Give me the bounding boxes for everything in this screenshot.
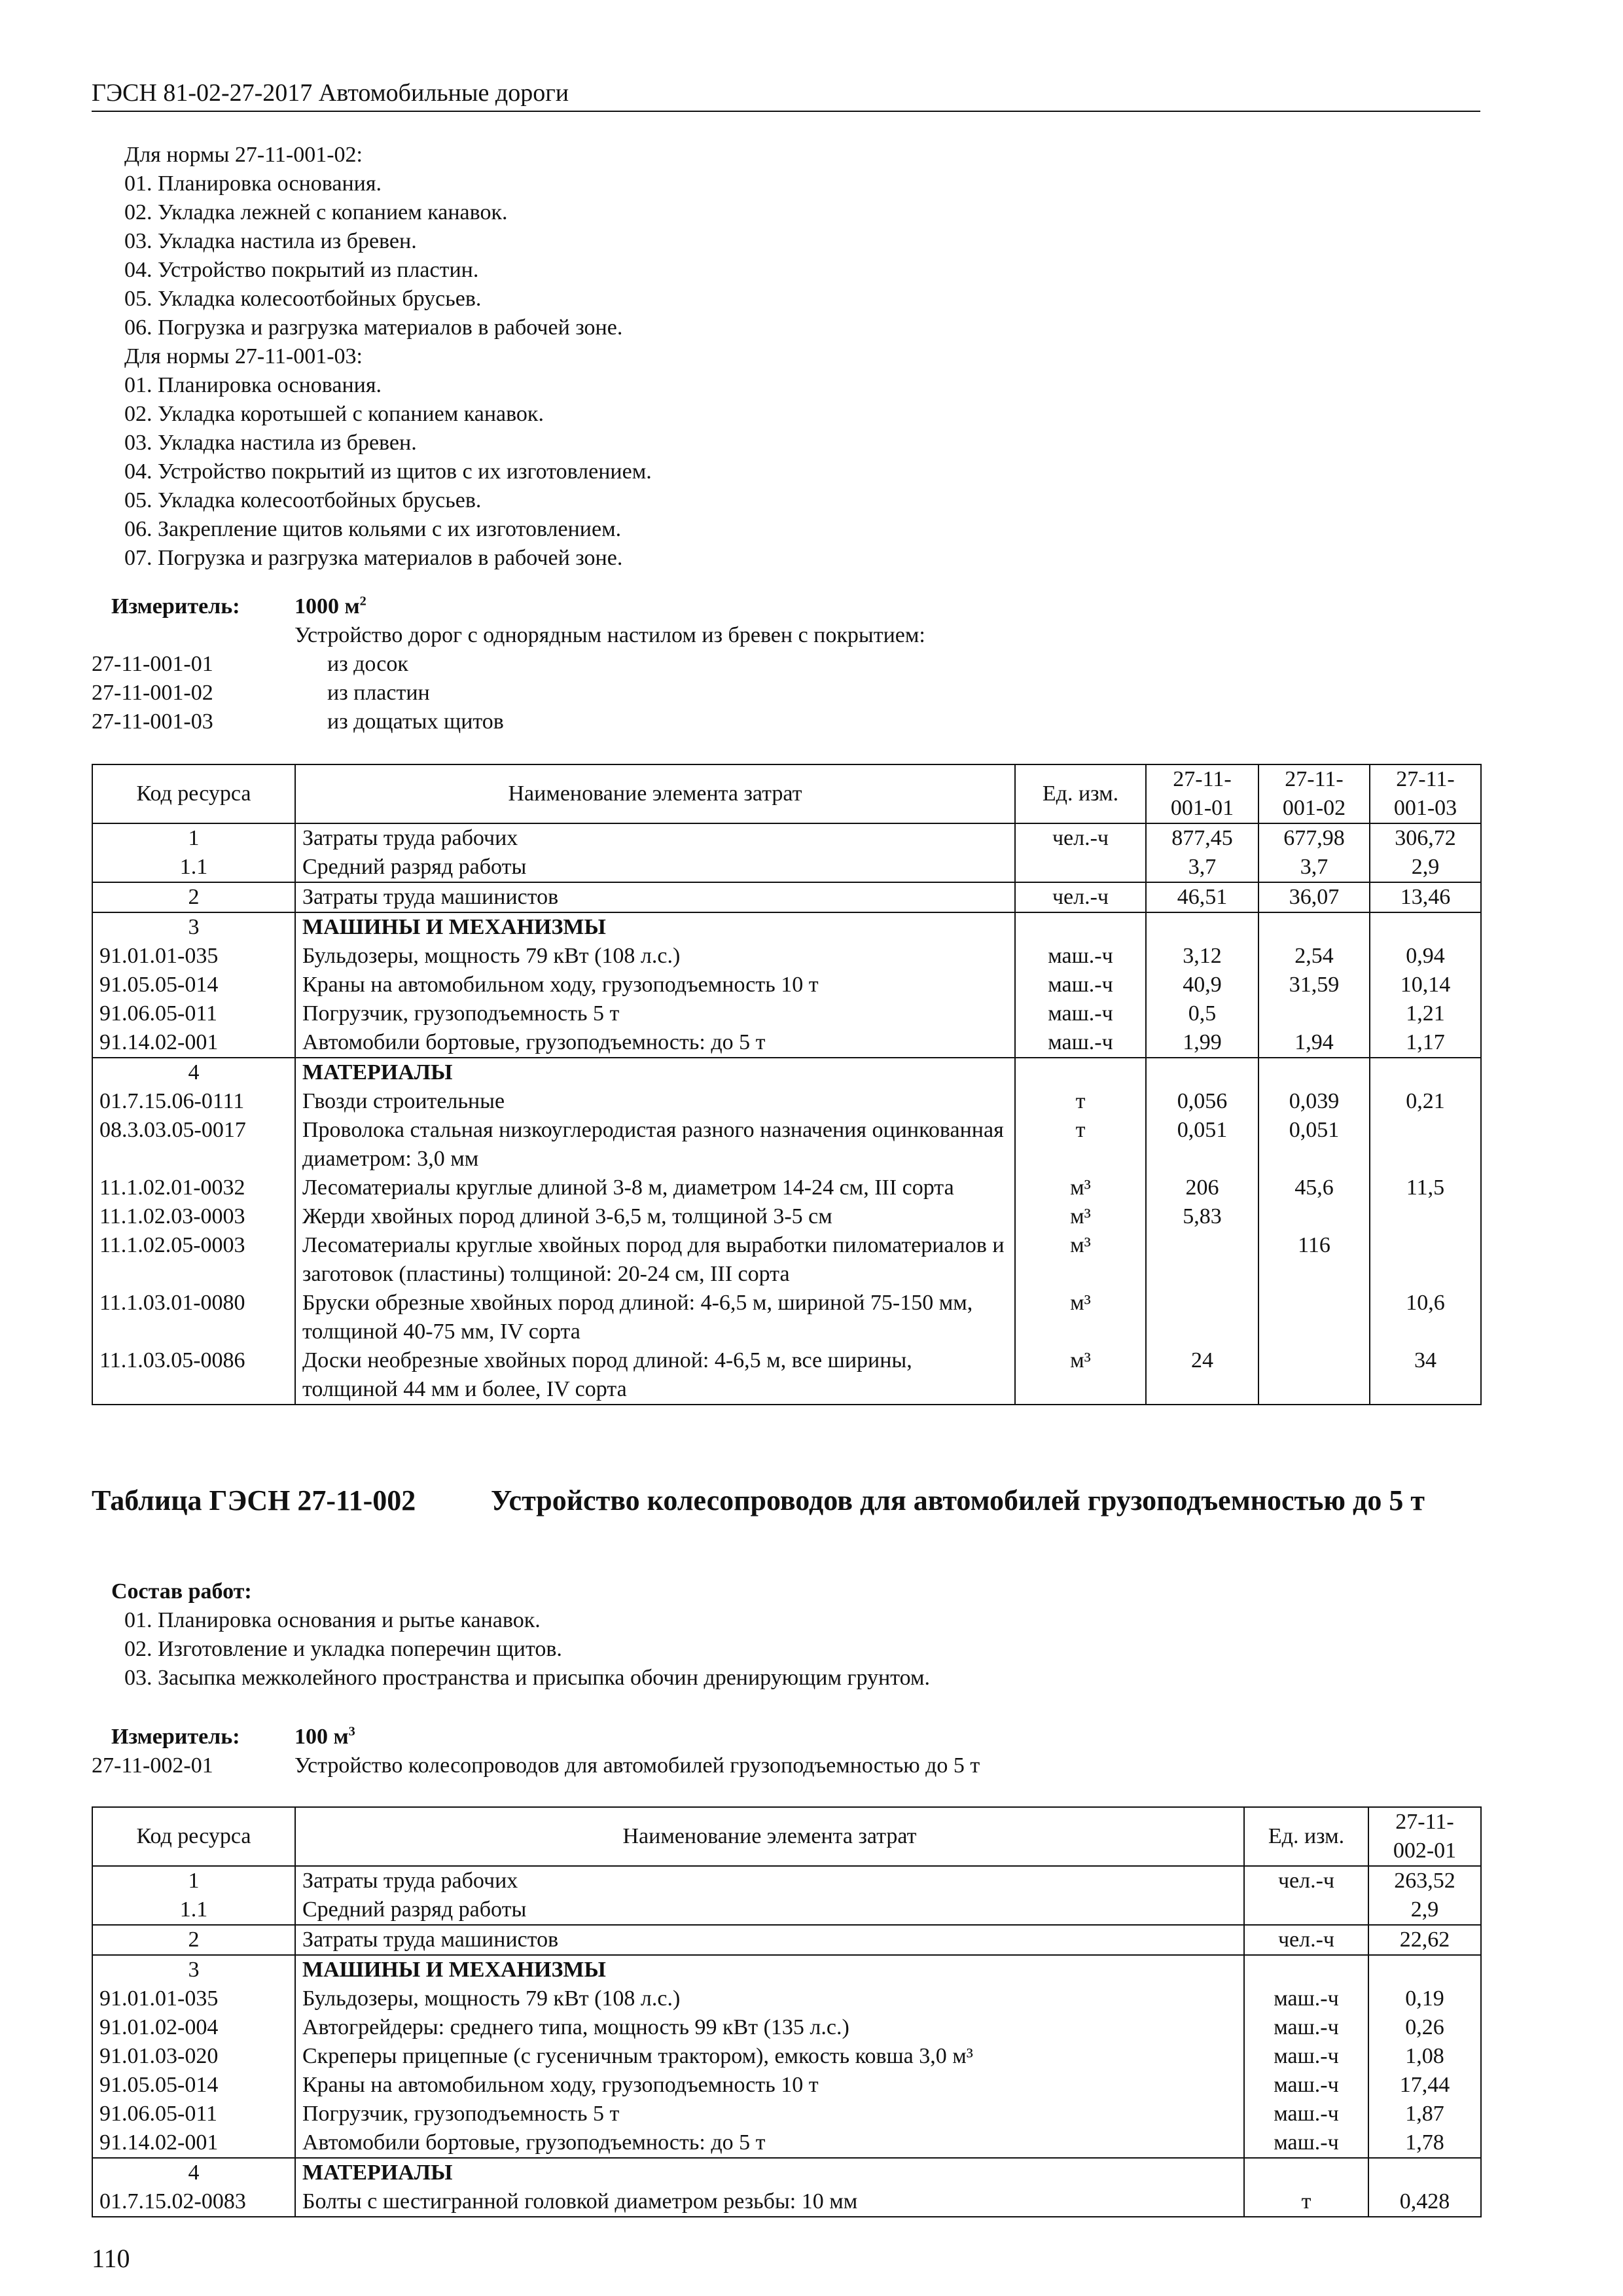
list-item: 07. Погрузка и разгрузка материалов в рабочей зоне. (124, 546, 623, 570)
resource-code-cell: 11.1.02.01-0032 (92, 1174, 295, 1202)
table-row (92, 2042, 1481, 2071)
resource-table-1 (92, 764, 1480, 1405)
resource-name-cell: Затраты труда машинистов (295, 1925, 1244, 1955)
resource-code-cell: 1.1 (92, 853, 295, 882)
resource-code-cell: 91.06.05-011 (92, 999, 295, 1028)
unit-cell (1015, 912, 1146, 942)
table-row (92, 1028, 1481, 1058)
table-row (92, 853, 1481, 882)
resource-name-cell: Средний разряд работы (295, 853, 1015, 882)
resource-code-cell: 91.01.01-035 (92, 1984, 295, 2013)
column-header: 27-11-001-02 (1258, 764, 1370, 823)
resource-code-cell: 11.1.02.05-0003 (92, 1231, 295, 1289)
norm-row (92, 679, 1480, 708)
norm-text: Устройство колесопроводов для автомобилей грузоподъемностью до 5 т (294, 1753, 980, 1778)
value-cell: 24 (1146, 1346, 1258, 1405)
resource-code-cell: 4 (92, 1058, 295, 1087)
table-header-row (92, 764, 1481, 823)
norm-text: из досок (327, 652, 408, 676)
value-cell: 263,52 (1368, 1866, 1481, 1895)
value-cell: 22,62 (1368, 1925, 1481, 1955)
resource-code-cell: 3 (92, 912, 295, 942)
norm-row (92, 708, 1480, 736)
list-item: 05. Укладка колесоотбойных брусьев. (124, 488, 482, 512)
value-cell: 2,54 (1258, 942, 1370, 971)
resource-name-cell: Средний разряд работы (295, 1895, 1244, 1925)
value-cell: 0,428 (1368, 2187, 1481, 2217)
table-row (92, 1955, 1481, 1984)
value-cell: 1,99 (1146, 1028, 1258, 1058)
unit-cell: м³ (1015, 1202, 1146, 1231)
table-body (92, 823, 1481, 1405)
norm-list-items (92, 371, 1480, 573)
composition-label: Состав работ: (111, 1579, 252, 1604)
table-row (92, 2158, 1481, 2187)
value-cell (1370, 1231, 1481, 1289)
page-number: 110 (92, 2244, 130, 2273)
resource-code-cell: 91.14.02-001 (92, 1028, 295, 1058)
table-row (92, 1058, 1481, 1087)
resource-code-cell: 11.1.03.05-0086 (92, 1346, 295, 1405)
value-cell (1146, 1231, 1258, 1289)
table-row (92, 1289, 1481, 1346)
unit-cell (1244, 1955, 1368, 1984)
value-cell: 5,83 (1146, 1202, 1258, 1231)
value-cell: 17,44 (1368, 2071, 1481, 2100)
list-item: 06. Погрузка и разгрузка материалов в рабочей зоне. (124, 315, 623, 340)
table-row (92, 942, 1481, 971)
value-cell: 0,5 (1146, 999, 1258, 1028)
resource-name-cell: Лесоматериалы круглые хвойных пород для выработки пиломатериалов и заготовок (пластины) толщиной: 20-24 см, III сорта (295, 1231, 1015, 1289)
measure-label: Измеритель: (111, 594, 240, 619)
resource-code-cell: 08.3.03.05-0017 (92, 1116, 295, 1174)
list-item: 01. Планировка основания. (124, 171, 382, 196)
resource-name-cell: Доски необрезные хвойных пород длиной: 4-6,5 м, все ширины, толщиной 44 мм и более, IV сорта (295, 1346, 1015, 1405)
unit-cell: чел.-ч (1244, 1866, 1368, 1895)
unit-cell: маш.-ч (1244, 2128, 1368, 2158)
value-cell (1258, 1346, 1370, 1405)
norm-code: 27-11-001-02 (92, 681, 213, 705)
resource-code-cell: 11.1.02.03-0003 (92, 1202, 295, 1231)
value-cell (1370, 1202, 1481, 1231)
work-lists (92, 141, 1480, 573)
list-item: 05. Укладка колесоотбойных брусьев. (124, 287, 482, 311)
value-cell: 36,07 (1258, 882, 1370, 912)
value-cell: 0,056 (1146, 1087, 1258, 1116)
unit-cell: м³ (1015, 1346, 1146, 1405)
unit-cell: т (1015, 1116, 1146, 1174)
list-item: 03. Укладка настила из бревен. (124, 229, 417, 253)
resource-name-cell: Жерди хвойных пород длиной 3-6,5 м, толщиной 3-5 см (295, 1202, 1015, 1231)
resource-name-cell: Автомобили бортовые, грузоподъемность: до 5 т (295, 2128, 1244, 2158)
value-cell: 0,051 (1146, 1116, 1258, 1174)
measure-block-2 (92, 1723, 1480, 1780)
column-header: Наименование элемента затрат (295, 764, 1015, 823)
value-cell (1258, 1289, 1370, 1346)
resource-name-cell: Болты с шестигранной головкой диаметром резьбы: 10 мм (295, 2187, 1244, 2217)
resource-code-cell: 91.05.05-014 (92, 2071, 295, 2100)
value-cell: 116 (1258, 1231, 1370, 1289)
unit-cell (1244, 1895, 1368, 1925)
norm-list-title: Для нормы 27-11-001-02: (124, 143, 363, 167)
unit-cell: т (1244, 2187, 1368, 2217)
resource-code-cell: 91.06.05-011 (92, 2100, 295, 2128)
value-cell: 3,12 (1146, 942, 1258, 971)
table-row (92, 1346, 1481, 1405)
column-header: Код ресурса (92, 1807, 295, 1866)
value-cell: 1,87 (1368, 2100, 1481, 2128)
resource-code-cell: 91.01.02-004 (92, 2013, 295, 2042)
composition-items (92, 1606, 1480, 1693)
table-row (92, 1866, 1481, 1895)
value-cell: 40,9 (1146, 971, 1258, 999)
resource-code-cell: 91.05.05-014 (92, 971, 295, 999)
value-cell: 0,19 (1368, 1984, 1481, 2013)
list-item: 02. Укладка лежней с копанием канавок. (124, 200, 508, 224)
resource-name-cell: Бульдозеры, мощность 79 кВт (108 л.с.) (295, 1984, 1244, 2013)
column-header: Ед. изм. (1015, 764, 1146, 823)
table-row (92, 882, 1481, 912)
resource-code-cell: 01.7.15.06-0111 (92, 1087, 295, 1116)
table-row (92, 912, 1481, 942)
unit-cell: маш.-ч (1015, 1028, 1146, 1058)
resource-name-cell: Краны на автомобильном ходу, грузоподъемность 10 т (295, 971, 1015, 999)
measure-label: Измеритель: (111, 1725, 240, 1749)
value-cell: 306,72 (1370, 823, 1481, 853)
resource-code-cell: 4 (92, 2158, 295, 2187)
value-cell: 0,21 (1370, 1087, 1481, 1116)
resource-code-cell: 1 (92, 823, 295, 853)
unit-cell: чел.-ч (1244, 1925, 1368, 1955)
unit-cell: маш.-ч (1244, 1984, 1368, 2013)
table-row (92, 1925, 1481, 1955)
norm-list-1 (92, 141, 1480, 342)
value-cell: 1,94 (1258, 1028, 1370, 1058)
value-cell (1258, 912, 1370, 942)
column-header: 27-11-001-01 (1146, 764, 1258, 823)
resource-name-cell: Автогрейдеры: среднего типа, мощность 99 кВт (135 л.с.) (295, 2013, 1244, 2042)
resource-code-cell: 91.14.02-001 (92, 2128, 295, 2158)
table-row (92, 1231, 1481, 1289)
table-row (92, 971, 1481, 999)
column-header: 27-11-001-03 (1370, 764, 1481, 823)
norm-code: 27-11-002-01 (92, 1753, 213, 1778)
table-row (92, 2013, 1481, 2042)
table-row (92, 1202, 1481, 1231)
resource-table-2 (92, 1806, 1480, 2217)
table-row (92, 2100, 1481, 2128)
measure-block-1 (92, 592, 1480, 736)
column-header: Ед. изм. (1244, 1807, 1368, 1866)
value-cell: 34 (1370, 1346, 1481, 1405)
value-cell (1258, 999, 1370, 1028)
value-cell: 10,6 (1370, 1289, 1481, 1346)
value-cell: 11,5 (1370, 1174, 1481, 1202)
resource-code-cell: 3 (92, 1955, 295, 1984)
composition-block (92, 1577, 1480, 1693)
unit-cell: т (1015, 1087, 1146, 1116)
unit-cell: маш.-ч (1244, 2100, 1368, 2128)
resource-name-cell: МАШИНЫ И МЕХАНИЗМЫ (295, 1955, 1244, 1984)
unit-cell: м³ (1015, 1231, 1146, 1289)
unit-cell: маш.-ч (1244, 2071, 1368, 2100)
unit-cell: м³ (1015, 1174, 1146, 1202)
list-item: 06. Закрепление щитов кольями с их изготовлением. (124, 517, 622, 541)
measure-unit: 1000 $м^2$ (294, 594, 366, 619)
resource-name-cell: Затраты труда рабочих (295, 823, 1015, 853)
resource-name-cell: МАШИНЫ И МЕХАНИЗМЫ (295, 912, 1015, 942)
table-row (92, 1984, 1481, 2013)
resource-code-cell: 11.1.03.01-0080 (92, 1289, 295, 1346)
resource-name-cell: Автомобили бортовые, грузоподъемность: до 5 т (295, 1028, 1015, 1058)
norm-text: из пластин (327, 681, 430, 705)
value-cell (1258, 1202, 1370, 1231)
norm-list-title: Для нормы 27-11-001-03: (124, 344, 363, 368)
norm-row (92, 1751, 1480, 1780)
resource-name-cell: Погрузчик, грузоподъемность 5 т (295, 999, 1015, 1028)
value-cell: 0,94 (1370, 942, 1481, 971)
resource-name-cell: МАТЕРИАЛЫ (295, 1058, 1015, 1087)
measure-description: Устройство дорог с однорядным настилом из бревен с покрытием: (294, 623, 925, 647)
resource-code-cell: 91.01.03-020 (92, 2042, 295, 2071)
table-title-label: Таблица ГЭСН 27-11-002 (92, 1484, 416, 1516)
column-header: 27-11-002-01 (1368, 1807, 1481, 1866)
table-header-row (92, 1807, 1481, 1866)
value-cell: 877,45 (1146, 823, 1258, 853)
value-cell (1146, 1289, 1258, 1346)
value-cell: 0,26 (1368, 2013, 1481, 2042)
table-title-text: Устройство колесопроводов для автомобилей грузоподъемностью до 5 т (491, 1484, 1425, 1516)
value-cell: 1,78 (1368, 2128, 1481, 2158)
unit-cell (1015, 1058, 1146, 1087)
resource-code-cell: 2 (92, 1925, 295, 1955)
table-row (92, 1087, 1481, 1116)
resource-name-cell: Скреперы прицепные (с гусеничным трактором), емкость ковша 3,0 м³ (295, 2042, 1244, 2071)
value-cell: 206 (1146, 1174, 1258, 1202)
unit-cell: маш.-ч (1015, 942, 1146, 971)
list-item: 01. Планировка основания и рытье канавок. (124, 1608, 541, 1632)
value-cell: 46,51 (1146, 882, 1258, 912)
value-cell (1146, 1058, 1258, 1087)
value-cell (1370, 1058, 1481, 1087)
list-item: 02. Укладка коротышей с копанием канавок. (124, 402, 544, 426)
value-cell: 10,14 (1370, 971, 1481, 999)
table-body (92, 1866, 1481, 2217)
norm-text: из дощатых щитов (327, 709, 504, 734)
value-cell: 1,08 (1368, 2042, 1481, 2071)
value-cell: 2,9 (1368, 1895, 1481, 1925)
list-item: 01. Планировка основания. (124, 373, 382, 397)
value-cell: 677,98 (1258, 823, 1370, 853)
resource-name-cell: Гвозди строительные (295, 1087, 1015, 1116)
resource-name-cell: Проволока стальная низкоуглеродистая разного назначения оцинкованная диаметром: 3,0 мм (295, 1116, 1015, 1174)
table-row (92, 1895, 1481, 1925)
value-cell: 0,039 (1258, 1087, 1370, 1116)
value-cell: 13,46 (1370, 882, 1481, 912)
unit-cell: маш.-ч (1244, 2013, 1368, 2042)
value-cell: 0,051 (1258, 1116, 1370, 1174)
list-item: 04. Устройство покрытий из пластин. (124, 258, 479, 282)
list-item: 03. Укладка настила из бревен. (124, 431, 417, 455)
value-cell: 45,6 (1258, 1174, 1370, 1202)
resource-name-cell: Бульдозеры, мощность 79 кВт (108 л.с.) (295, 942, 1015, 971)
unit-cell (1244, 2158, 1368, 2187)
norm-list-items (92, 170, 1480, 342)
column-header: Код ресурса (92, 764, 295, 823)
table-row (92, 1174, 1481, 1202)
norm-code: 27-11-001-01 (92, 652, 213, 676)
value-cell (1370, 912, 1481, 942)
list-item: 04. Устройство покрытий из щитов с их изготовлением. (124, 459, 652, 484)
resource-name-cell: Погрузчик, грузоподъемность 5 т (295, 2100, 1244, 2128)
table-row (92, 1116, 1481, 1174)
table-row (92, 2071, 1481, 2100)
resource-code-cell: 91.01.01-035 (92, 942, 295, 971)
resource-code-cell: 1 (92, 1866, 295, 1895)
value-cell: 31,59 (1258, 971, 1370, 999)
unit-cell: чел.-ч (1015, 882, 1146, 912)
unit-cell: м³ (1015, 1289, 1146, 1346)
resource-name-cell: Бруски обрезные хвойных пород длиной: 4-6,5 м, шириной 75-150 мм, толщиной 40-75 мм, IV сорта (295, 1289, 1015, 1346)
unit-cell: чел.-ч (1015, 823, 1146, 853)
column-header: Наименование элемента затрат (295, 1807, 1244, 1866)
norm-row (92, 650, 1480, 679)
resource-name-cell: Затраты труда машинистов (295, 882, 1015, 912)
list-item: 03. Засыпка межколейного пространства и присыпка обочин дренирующим грунтом. (124, 1666, 930, 1690)
table-row (92, 2187, 1481, 2217)
value-cell: 2,9 (1370, 853, 1481, 882)
table-title (92, 1482, 1480, 1519)
value-cell (1370, 1116, 1481, 1174)
page-header: ГЭСН 81-02-27-2017 Автомобильные дороги (92, 77, 1480, 112)
resource-name-cell: МАТЕРИАЛЫ (295, 2158, 1244, 2187)
resource-code-cell: 1.1 (92, 1895, 295, 1925)
norm-code: 27-11-001-03 (92, 709, 213, 734)
value-cell: 1,21 (1370, 999, 1481, 1028)
resource-name-cell: Затраты труда рабочих (295, 1866, 1244, 1895)
measure-unit: 100 $м^3$ (294, 1724, 355, 1749)
value-cell (1368, 1955, 1481, 1984)
table-row (92, 823, 1481, 853)
value-cell: 1,17 (1370, 1028, 1481, 1058)
resource-code-cell: 2 (92, 882, 295, 912)
value-cell (1146, 912, 1258, 942)
resource-name-cell: Краны на автомобильном ходу, грузоподъемность 10 т (295, 2071, 1244, 2100)
norm-list-2 (92, 342, 1480, 573)
value-cell (1258, 1058, 1370, 1087)
table-row (92, 999, 1481, 1028)
resource-code-cell: 01.7.15.02-0083 (92, 2187, 295, 2217)
resource-name-cell: Лесоматериалы круглые длиной 3-8 м, диаметром 14-24 см, III сорта (295, 1174, 1015, 1202)
list-item: 02. Изготовление и укладка поперечин щитов. (124, 1637, 562, 1661)
unit-cell (1015, 853, 1146, 882)
value-cell: 3,7 (1146, 853, 1258, 882)
unit-cell: маш.-ч (1244, 2042, 1368, 2071)
table-row (92, 2128, 1481, 2158)
value-cell: 3,7 (1258, 853, 1370, 882)
unit-cell: маш.-ч (1015, 999, 1146, 1028)
unit-cell: маш.-ч (1015, 971, 1146, 999)
value-cell (1368, 2158, 1481, 2187)
